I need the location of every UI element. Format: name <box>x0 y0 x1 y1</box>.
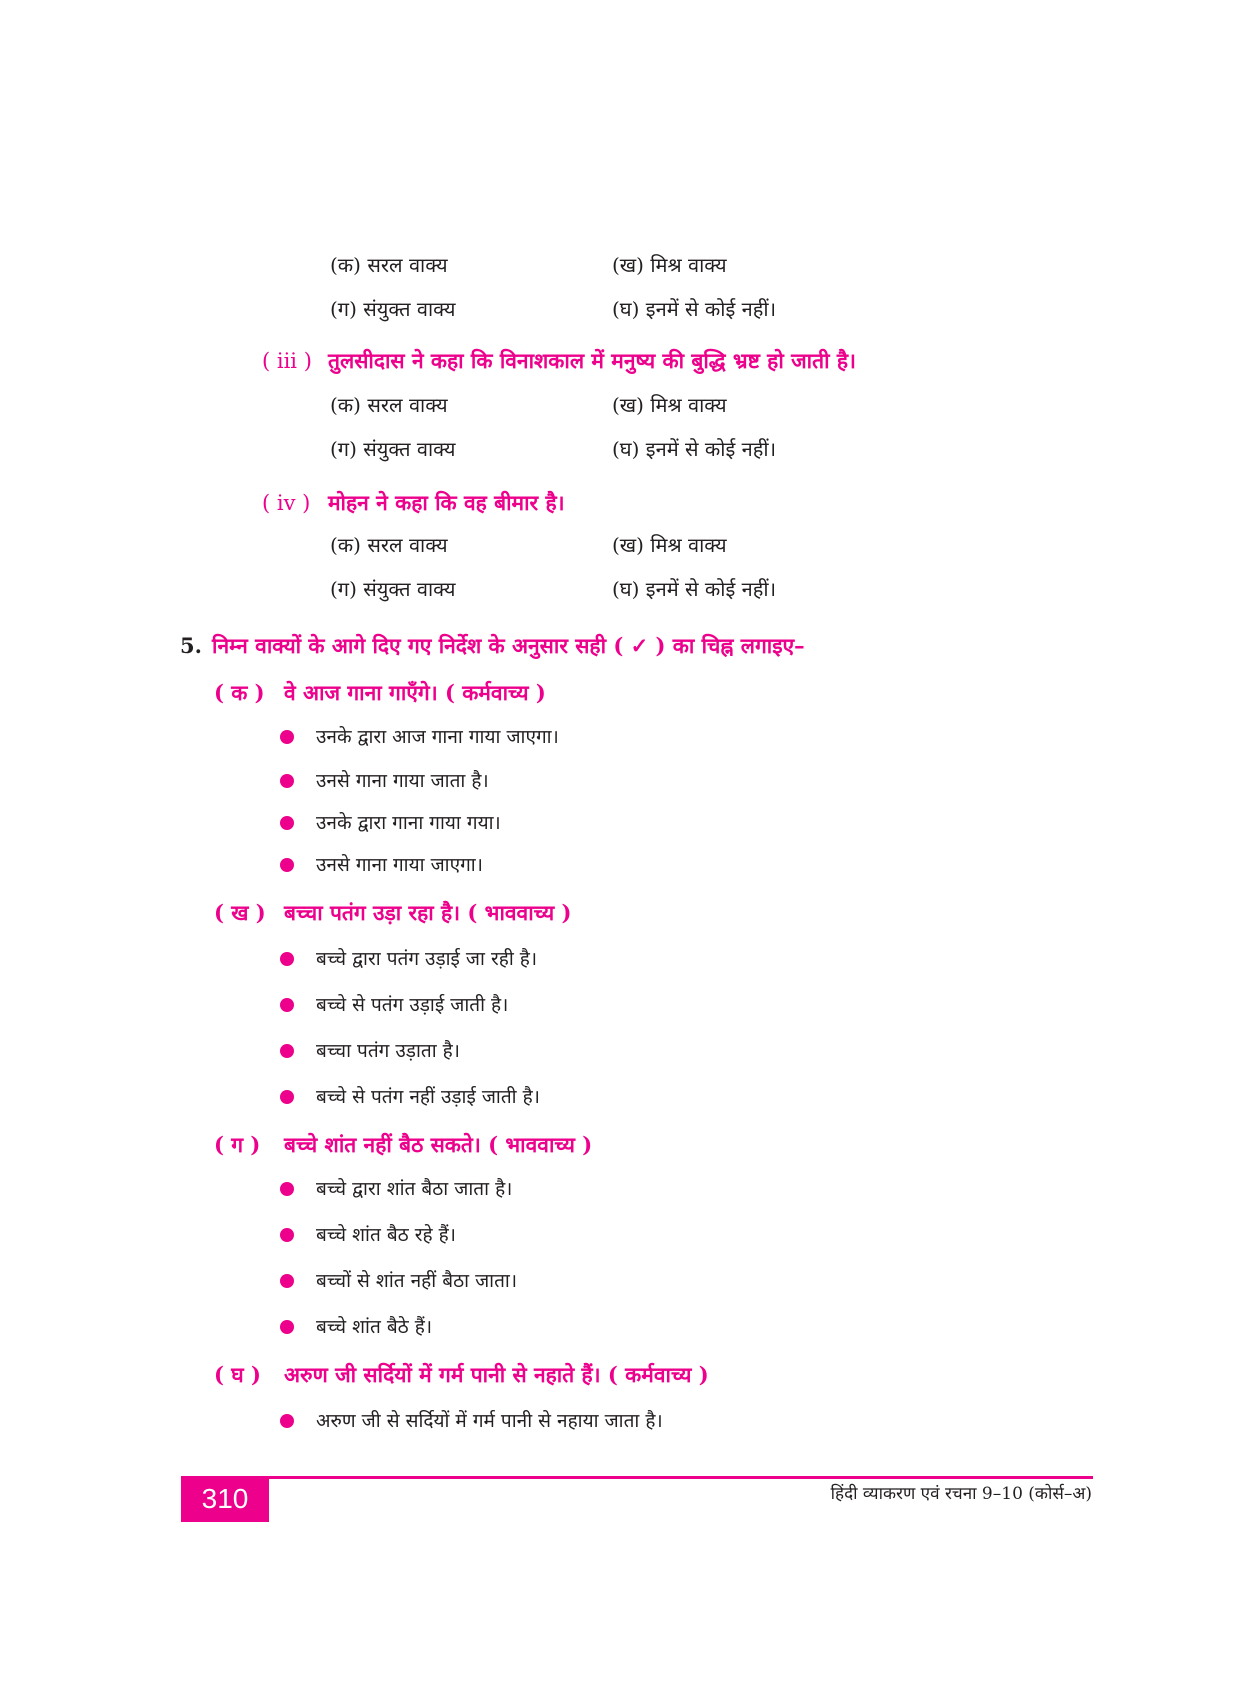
question-number: ( iv ) <box>262 491 311 515</box>
options-row <box>0 528 1260 562</box>
option-b: (ख) मिश्र वाक्य <box>612 533 727 557</box>
list-item: बच्चे शांत बैठ रहे हैं। <box>280 1218 456 1252</box>
section-kha-heading <box>214 896 571 930</box>
section-text: वे आज गाना गाएँगे। ( कर्मवाच्य ) <box>284 680 546 705</box>
question-number: 5. <box>180 633 202 658</box>
list-item: बच्चे द्वारा पतंग उड़ाई जा रही है। <box>280 942 537 976</box>
question-iii <box>262 344 856 378</box>
option-c: (ग) संयुक्त वाक्य <box>330 297 456 321</box>
section-ka-heading <box>214 676 546 710</box>
option-d: (घ) इनमें से कोई नहीं। <box>612 577 777 601</box>
list-item: बच्चे शांत बैठे हैं। <box>280 1310 432 1344</box>
bullet-icon <box>280 1320 294 1334</box>
bullet-icon <box>280 774 294 788</box>
option-c: (ग) संयुक्त वाक्य <box>330 577 456 601</box>
list-item: बच्चे द्वारा शांत बैठा जाता है। <box>280 1172 512 1206</box>
bullet-icon <box>280 1090 294 1104</box>
bullet-icon <box>280 998 294 1012</box>
option-b: (ख) मिश्र वाक्य <box>612 393 727 417</box>
section-tag: ( ग ) <box>214 1132 261 1157</box>
section-tag: ( घ ) <box>214 1362 261 1387</box>
question-number: ( iii ) <box>262 349 312 373</box>
bullet-icon <box>280 730 294 744</box>
section-tag: ( क ) <box>214 680 265 705</box>
section-text: बच्चा पतंग उड़ा रहा है। ( भाववाच्य ) <box>284 900 572 925</box>
bullet-icon <box>280 816 294 830</box>
question-text: मोहन ने कहा कि वह बीमार है। <box>328 490 565 515</box>
bullet-icon <box>280 858 294 872</box>
bullet-icon <box>280 1414 294 1428</box>
list-item: उनके द्वारा गाना गाया गया। <box>280 806 501 840</box>
options-row <box>0 388 1260 422</box>
section-text: बच्चे शांत नहीं बैठ सकते। ( भाववाच्य ) <box>284 1132 593 1157</box>
bullet-icon <box>280 1228 294 1242</box>
question-iv <box>262 486 565 520</box>
question-5 <box>180 629 805 663</box>
option-c: (ग) संयुक्त वाक्य <box>330 437 456 461</box>
section-ga-heading <box>214 1128 592 1162</box>
bullet-icon <box>280 1182 294 1196</box>
bullet-icon <box>280 1044 294 1058</box>
list-item: बच्चों से शांत नहीं बैठा जाता। <box>280 1264 517 1298</box>
option-a: (क) सरल वाक्य <box>330 393 448 417</box>
options-row <box>0 248 1260 282</box>
options-row <box>0 572 1260 606</box>
list-item: बच्चे से पतंग उड़ाई जाती है। <box>280 988 508 1022</box>
option-a: (क) सरल वाक्य <box>330 533 448 557</box>
footer-rule <box>181 1476 1093 1479</box>
options-row <box>0 432 1260 466</box>
section-gha-heading <box>214 1358 709 1392</box>
list-item: अरुण जी से सर्दियों में गर्म पानी से नहाया जाता है। <box>280 1404 663 1438</box>
list-item: बच्चे से पतंग नहीं उड़ाई जाती है। <box>280 1080 540 1114</box>
list-item: उनके द्वारा आज गाना गाया जाएगा। <box>280 720 559 754</box>
section-tag: ( ख ) <box>214 900 266 925</box>
question-text: तुलसीदास ने कहा कि विनाशकाल में मनुष्य की बुद्धि भ्रष्ट हो जाती है। <box>328 348 856 373</box>
question-text: निम्न वाक्यों के आगे दिए गए निर्देश के अनुसार सही ( ✓ ) का चिह्न लगाइए– <box>212 633 805 658</box>
option-b: (ख) मिश्र वाक्य <box>612 253 727 277</box>
list-item: बच्चा पतंग उड़ाता है। <box>280 1034 460 1068</box>
bullet-icon <box>280 952 294 966</box>
option-d: (घ) इनमें से कोई नहीं। <box>612 437 777 461</box>
option-d: (घ) इनमें से कोई नहीं। <box>612 297 777 321</box>
book-title: हिंदी व्याकरण एवं रचना 9–10 (कोर्स–अ) <box>830 1484 1092 1504</box>
bullet-icon <box>280 1274 294 1288</box>
options-row <box>0 292 1260 326</box>
option-a: (क) सरल वाक्य <box>330 253 448 277</box>
list-item: उनसे गाना गाया जाता है। <box>280 764 489 798</box>
section-text: अरुण जी सर्दियों में गर्म पानी से नहाते हैं। ( कर्मवाच्य ) <box>284 1362 709 1387</box>
list-item: उनसे गाना गाया जाएगा। <box>280 848 483 882</box>
page-number: 310 <box>181 1476 269 1522</box>
